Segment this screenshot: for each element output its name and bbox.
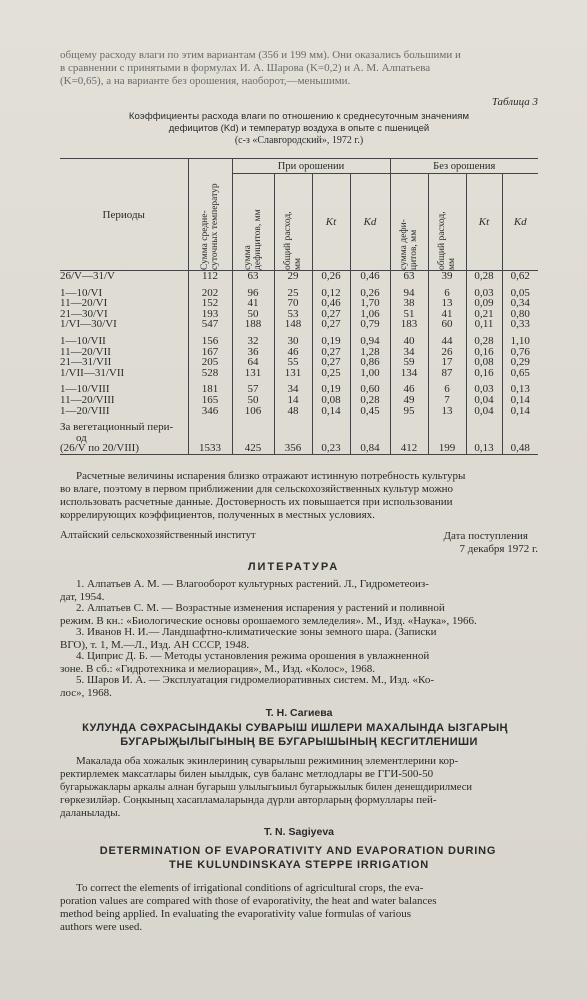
- value-cell-kd2: 0,80: [502, 309, 538, 320]
- value-cell-u2: 13: [428, 298, 466, 309]
- header-deficit-noirr: [390, 174, 428, 271]
- value-cell-u2: 39: [428, 271, 466, 282]
- total-row: [60, 443, 538, 454]
- header-kd-irr: Kd: [350, 174, 390, 271]
- header-group-irrigated: При орошении: [232, 159, 390, 174]
- period-cell: 21—30/VI: [60, 307, 108, 320]
- value-cell-u1: 34: [274, 384, 312, 395]
- table-row: [60, 271, 538, 282]
- turkmen-title-2: БУГАРЫҖЫЛЫГЫНЫҢ ВЕ БУГАРЫШЫНЫҢ КЕСГИТЛЕНИШИ: [120, 736, 478, 748]
- total-blank-cell: [350, 422, 390, 433]
- value-cell-u2: 7: [428, 395, 466, 406]
- total-blank-cell: [274, 422, 312, 433]
- total-cell-t: 1533: [188, 443, 232, 454]
- header-use-noirr-text: общий расход, мм: [437, 211, 457, 270]
- value-cell-d1: 131: [232, 368, 274, 379]
- value-cell-kt2: 0,09: [466, 298, 502, 309]
- english-body-1: To correct the elements of irrigational conditions of agricultural crops, the eva-: [76, 882, 424, 894]
- reference-line: ВГО), т. 1, М.—Л., Изд. АН СССР, 1948.: [60, 639, 250, 651]
- value-cell-kt2: 0,16: [466, 347, 502, 358]
- value-cell-t: 202: [188, 288, 232, 299]
- value-cell-u1: 53: [274, 309, 312, 320]
- total-cell-kd1: 0,84: [350, 443, 390, 454]
- value-cell-t: 346: [188, 406, 232, 417]
- value-cell-kt1: 0,27: [312, 319, 350, 330]
- value-cell-t: 205: [188, 357, 232, 368]
- conclusion-line-1: Расчетные величины испарения близко отражают истинную потребность культуры: [76, 470, 466, 482]
- received-line-1: Дата поступления: [443, 530, 528, 542]
- reference-line: дат, 1954.: [60, 591, 105, 603]
- reference-line: режим. В кн.: «Биологические основы орошаемого земледелия». М., Изд. «Наука», 1966.: [60, 615, 477, 627]
- value-cell-t: 165: [188, 395, 232, 406]
- value-cell-d2: 134: [390, 368, 428, 379]
- period-cell: 11—20/VIII: [60, 393, 115, 406]
- value-cell-u2: 6: [428, 288, 466, 299]
- period-cell: 1—10/VI: [60, 286, 103, 299]
- period-cell: 1—10/VII: [60, 334, 106, 347]
- value-cell-d1: 36: [232, 347, 274, 358]
- value-cell-t: 547: [188, 319, 232, 330]
- reference-line: 5. Шаров И. А. — Эксплуатация гидромелиоративных систем. М., Изд. «Ко-: [76, 674, 434, 686]
- turkmen-body-1: Макалада оба хожалык экинлериниң суварылыш режиминиң элементлерини кор-: [76, 755, 459, 767]
- value-cell-kt1: 0,26: [312, 271, 350, 282]
- english-title-2: THE KULUNDINSKAYA STEPPE IRRIGATION: [168, 859, 430, 871]
- value-cell-kt2: 0,16: [466, 368, 502, 379]
- value-cell-kt1: 0,27: [312, 309, 350, 320]
- turkmen-author: Т. Н. Сагиева: [265, 707, 333, 719]
- table-label: Таблица 3: [491, 96, 538, 108]
- value-cell-kd2: 0,05: [502, 288, 538, 299]
- value-cell-d2: 40: [390, 336, 428, 347]
- value-cell-kt1: 0,19: [312, 336, 350, 347]
- value-cell-kd1: 1,28: [350, 347, 390, 358]
- turkmen-body-3: бугарыжаклары аркалы алнан бугарыш улылыгыиыл бугарыжылык билен денешдирилмеси: [60, 782, 472, 793]
- period-cell: 11—20/VI: [60, 297, 108, 310]
- value-cell-u1: 29: [274, 271, 312, 282]
- value-cell-u1: 48: [274, 406, 312, 417]
- turkmen-body-4: гөркезилйәр. Соңкыныц хасапламаларында дүрли авторларың формуллары пей-: [60, 794, 437, 806]
- value-cell-u2: 6: [428, 384, 466, 395]
- value-cell-u1: 131: [274, 368, 312, 379]
- value-cell-kt2: 0,21: [466, 309, 502, 320]
- value-cell-kt2: 0,03: [466, 288, 502, 299]
- value-cell-kt2: 0,28: [466, 271, 502, 282]
- reference-line: зоне. В сб.: «Гидротехника и мелиорация», М., Изд. «Колос», 1968.: [60, 663, 376, 675]
- total-cell-kd2: 0,48: [502, 443, 538, 454]
- value-cell-d2: 183: [390, 319, 428, 330]
- value-cell-u1: 55: [274, 357, 312, 368]
- header-deficit-irr-text: сумма дефицитов, мм: [243, 209, 263, 270]
- value-cell-t: 181: [188, 384, 232, 395]
- value-cell-kd1: 0,45: [350, 406, 390, 417]
- value-cell-kd2: 0,65: [502, 368, 538, 379]
- value-cell-kd1: 0,86: [350, 357, 390, 368]
- reference-line: 1. Алпатьев А. М. — Влагооборот культурных растений. Л., Гидрометеоиз-: [76, 578, 429, 590]
- table-row: [60, 288, 538, 299]
- reference-line: лос», 1968.: [60, 687, 112, 699]
- value-cell-t: 528: [188, 368, 232, 379]
- value-cell-kt1: 0,12: [312, 288, 350, 299]
- english-body-2: poration values are compared with those of evaporativity, the heat and water balances: [60, 895, 437, 907]
- period-cell: 26/V—31/V: [60, 270, 115, 282]
- table-row: [60, 368, 538, 379]
- value-cell-u1: 25: [274, 288, 312, 299]
- value-cell-d1: 41: [232, 298, 274, 309]
- value-cell-kd2: 0,14: [502, 395, 538, 406]
- value-cell-kd1: 0,28: [350, 395, 390, 406]
- value-cell-kt1: 0,08: [312, 395, 350, 406]
- value-cell-u2: 87: [428, 368, 466, 379]
- header-kt-noirr: Kt: [466, 174, 502, 271]
- total-blank-cell: [428, 422, 466, 433]
- header-deficit-irr: [232, 174, 274, 271]
- value-cell-d1: 32: [232, 336, 274, 347]
- english-body-3: method being applied. In evaluating the evaporativity value formulas of various: [60, 908, 411, 920]
- total-blank-cell: [312, 422, 350, 433]
- total-label: (26/V по 20/VIII): [60, 443, 188, 454]
- total-blank-cell: [466, 422, 502, 433]
- value-cell-d2: 95: [390, 406, 428, 417]
- value-cell-kd2: 0,29: [502, 357, 538, 368]
- value-cell-kt2: 0,11: [466, 319, 502, 330]
- value-cell-d2: 46: [390, 384, 428, 395]
- value-cell-kd2: 0,76: [502, 347, 538, 358]
- value-cell-kd2: 0,14: [502, 406, 538, 417]
- value-cell-kt1: 0,19: [312, 384, 350, 395]
- total-blank-cell: [390, 422, 428, 433]
- table-row: [60, 384, 538, 395]
- reference-line: 3. Иванов Н. И.— Ландшафтно-климатические зоны земного шара. (Записки: [76, 626, 437, 638]
- header-group-nonirrigated: Без орошения: [390, 159, 538, 174]
- conclusion-line-4: коррелирующих коэффициентов, полученных в местных условиях.: [60, 509, 375, 521]
- total-cell-d2: 412: [390, 443, 428, 454]
- value-cell-kt1: 0,25: [312, 368, 350, 379]
- period-cell: 1—10/VIII: [60, 383, 110, 396]
- turkmen-body-5: даланылады.: [60, 807, 121, 819]
- value-cell-u2: 44: [428, 336, 466, 347]
- literature-heading: ЛИТЕРАТУРА: [247, 561, 340, 573]
- turkmen-body-2: ректирлемек максатлары билен ыылдык, сув баланс метлодлары ве ГГИ-500-50: [60, 768, 434, 780]
- value-cell-kd2: 0,62: [502, 271, 538, 282]
- conclusion-line-3: использовать расчетные данные. Достоверность их повышается при использовании: [60, 496, 453, 508]
- value-cell-kt1: 0,27: [312, 357, 350, 368]
- value-cell-u1: 30: [274, 336, 312, 347]
- value-cell-kd1: 0,26: [350, 288, 390, 299]
- value-cell-u1: 70: [274, 298, 312, 309]
- reference-line: 4. Циприс Д. Б. — Методы установления режима орошения в увлажненной: [76, 650, 430, 662]
- value-cell-kt2: 0,04: [466, 395, 502, 406]
- value-cell-u2: 26: [428, 347, 466, 358]
- value-cell-d1: 57: [232, 384, 274, 395]
- value-cell-kt2: 0,03: [466, 384, 502, 395]
- total-label: За вегетационный пери-: [60, 421, 174, 434]
- header-kt-irr: Kt: [312, 174, 350, 271]
- header-temp-sum-text: Сумма средне-суточных температур: [200, 183, 220, 270]
- table-title-line-1: Коэффициенты расхода влаги по отношению к среднесуточным значениям: [128, 111, 470, 122]
- value-cell-u1: 46: [274, 347, 312, 358]
- value-cell-d1: 188: [232, 319, 274, 330]
- total-blank-cell: [232, 422, 274, 433]
- value-cell-kt2: 0,04: [466, 406, 502, 417]
- table-row: [60, 336, 538, 347]
- period-cell: 11—20/VII: [60, 345, 111, 358]
- table-row: [60, 319, 538, 330]
- value-cell-t: 167: [188, 347, 232, 358]
- value-cell-d1: 96: [232, 288, 274, 299]
- intro-line-2: в сравнении с принятыми в формулах И. А. Шарова (K=0,2) и А. М. Алпатьева: [60, 62, 431, 74]
- value-cell-d1: 106: [232, 406, 274, 417]
- total-label: од: [76, 431, 87, 444]
- value-cell-u2: 17: [428, 357, 466, 368]
- header-periods: Периоды: [60, 159, 188, 271]
- header-deficit-noirr-text: сумма дефи-цитов, мм: [399, 219, 419, 270]
- value-cell-u2: 13: [428, 406, 466, 417]
- coefficients-table: [60, 158, 538, 455]
- value-cell-kd1: 1,06: [350, 309, 390, 320]
- english-body-4: authors were used.: [60, 921, 143, 933]
- period-cell: 1/VII—31/VII: [60, 366, 125, 379]
- header-temp-sum: [188, 159, 232, 271]
- period-cell: 1—20/VIII: [60, 404, 110, 417]
- value-cell-u2: 41: [428, 309, 466, 320]
- value-cell-kd1: 0,46: [350, 271, 390, 282]
- value-cell-t: 156: [188, 336, 232, 347]
- table-row: [60, 406, 538, 417]
- conclusion-line-2: во влаге, поэтому в первом приближении для сельскохозяйственных культур можно: [60, 483, 454, 495]
- header-use-irr-text: общий расход, мм: [283, 211, 303, 270]
- value-cell-t: 193: [188, 309, 232, 320]
- table-row: [60, 395, 538, 406]
- value-cell-d2: 63: [390, 271, 428, 282]
- header-kd-noirr: Kd: [502, 174, 538, 271]
- value-cell-kd2: 0,33: [502, 319, 538, 330]
- total-cell-kt2: 0,13: [466, 443, 502, 454]
- institute: Алтайский сельскохозяйственный институт: [60, 530, 256, 541]
- value-cell-t: 152: [188, 298, 232, 309]
- table-title-line-2: дефицитов (Kd) и температур воздуха в опыте с пшеницей: [168, 123, 430, 134]
- table-title-line-3: (с-з «Славгородский», 1972 г.): [234, 135, 364, 146]
- value-cell-d2: 38: [390, 298, 428, 309]
- value-cell-kt2: 0,08: [466, 357, 502, 368]
- value-cell-kt1: 0,46: [312, 298, 350, 309]
- value-cell-kt1: 0,27: [312, 347, 350, 358]
- header-use-irr: [274, 174, 312, 271]
- value-cell-d1: 64: [232, 357, 274, 368]
- value-cell-kt1: 0,14: [312, 406, 350, 417]
- intro-line-3: (K=0,65), а на варианте без орошения, наоборот,—меньшими.: [60, 75, 351, 87]
- value-cell-kd1: 1,70: [350, 298, 390, 309]
- turkmen-title-1: КУЛУНДА СӘХРАСЫНДАКЫ СУВАРЫШ ИШЛЕРИ МАХАЛЫНДА ЫЗГАРЫҢ: [82, 722, 508, 734]
- value-cell-d2: 51: [390, 309, 428, 320]
- table-row: [60, 347, 538, 358]
- value-cell-u2: 60: [428, 319, 466, 330]
- value-cell-d2: 94: [390, 288, 428, 299]
- table-row: [60, 298, 538, 309]
- value-cell-kd1: 0,79: [350, 319, 390, 330]
- period-cell: 1/VI—30/VI: [60, 318, 117, 331]
- value-cell-kd2: 0,13: [502, 384, 538, 395]
- total-blank-cell: [502, 422, 538, 433]
- total-cell-u2: 199: [428, 443, 466, 454]
- received-line-2: 7 декабря 1972 г.: [459, 543, 538, 555]
- value-cell-d2: 34: [390, 347, 428, 358]
- total-cell-u1: 356: [274, 443, 312, 454]
- value-cell-kd2: 0,34: [502, 298, 538, 309]
- value-cell-d1: 50: [232, 395, 274, 406]
- total-blank-cell: [188, 422, 232, 433]
- english-title-1: DETERMINATION OF EVAPORATIVITY AND EVAPORATION DURING: [99, 845, 497, 857]
- reference-line: 2. Алпатьев С. М. — Возрастные изменения испарения у растений и поливной: [76, 602, 445, 614]
- value-cell-kd2: 1,10: [502, 336, 538, 347]
- value-cell-d2: 49: [390, 395, 428, 406]
- total-label-row: [60, 422, 538, 433]
- value-cell-d1: 63: [232, 271, 274, 282]
- value-cell-kd1: 0,94: [350, 336, 390, 347]
- value-cell-u1: 148: [274, 319, 312, 330]
- value-cell-t: 112: [188, 271, 232, 282]
- intro-line-1: общему расходу влаги по этим вариантам (356 и 199 мм). Они оказались большими и: [60, 49, 461, 61]
- value-cell-d1: 50: [232, 309, 274, 320]
- value-cell-d2: 59: [390, 357, 428, 368]
- value-cell-kd1: 0,60: [350, 384, 390, 395]
- value-cell-kt2: 0,28: [466, 336, 502, 347]
- total-cell-d1: 425: [232, 443, 274, 454]
- period-cell: 21—31/VII: [60, 356, 112, 369]
- english-author: T. N. Sagiyeva: [263, 826, 335, 838]
- total-cell-kt1: 0,23: [312, 443, 350, 454]
- header-use-noirr: [428, 174, 466, 271]
- value-cell-kd1: 1,00: [350, 368, 390, 379]
- value-cell-u1: 14: [274, 395, 312, 406]
